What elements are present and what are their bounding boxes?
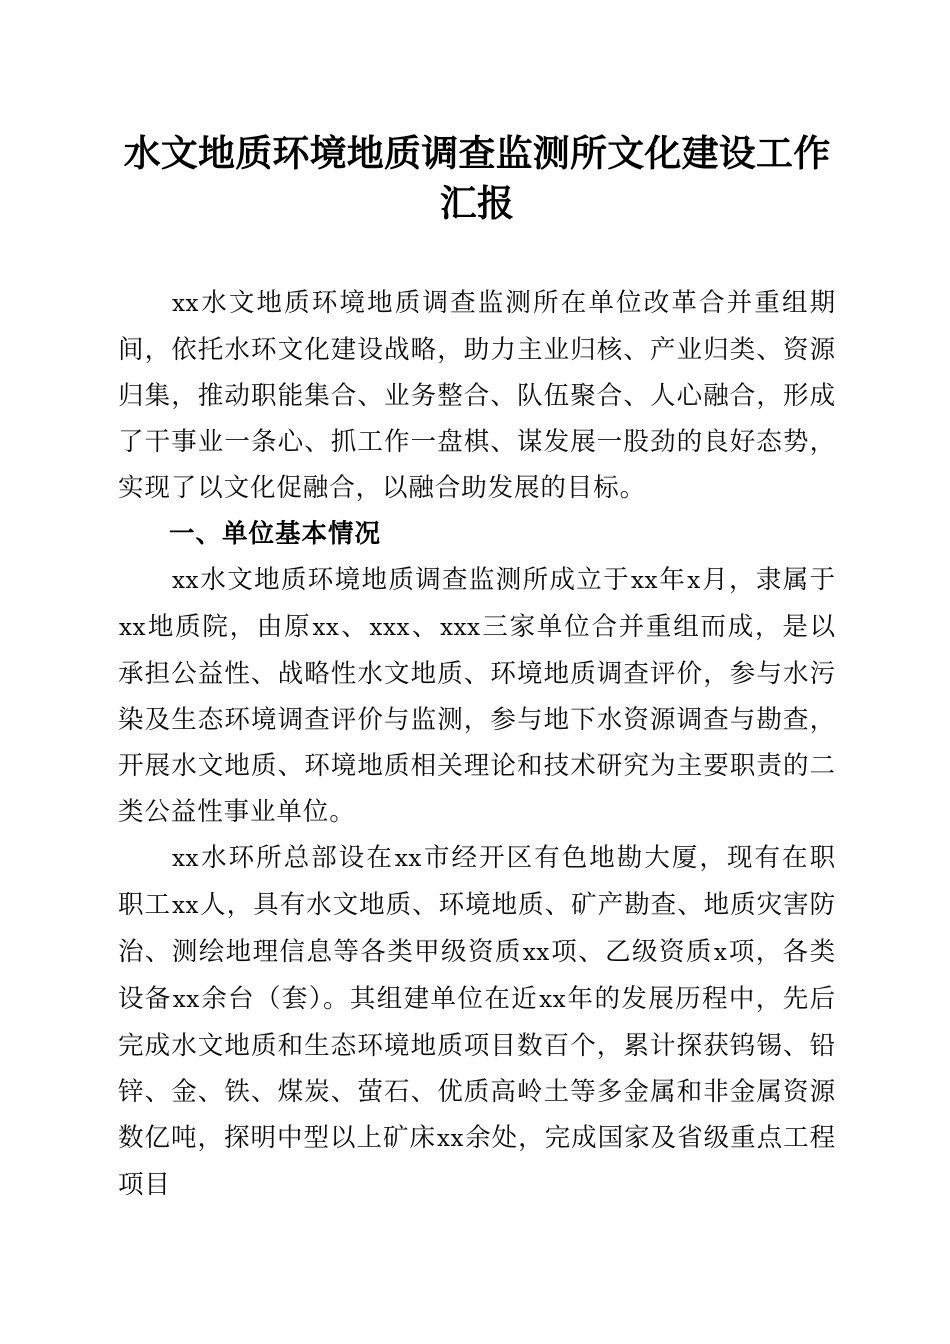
title-body-spacer xyxy=(118,228,836,280)
latin-run: xx xyxy=(437,1126,464,1152)
latin-run: xx xyxy=(172,987,200,1013)
latin-run: x xyxy=(713,940,728,966)
latin-run: xxx xyxy=(369,615,410,641)
latin-run: xx xyxy=(172,893,199,919)
page-title: 水文地质环境地质调查监测所文化建设工作汇报 xyxy=(123,131,831,225)
latin-run: xx xyxy=(312,615,340,641)
latin-run: xx xyxy=(172,568,199,594)
paragraph-unit-resources: xx水环所总部设在xx市经开区有色地勘大厦，现有在职职工xx人，具有水文地质、环境地质、矿产勘查、地质灾害防治、测绘地理信息等各类甲级资质xx项、乙级资质x项，各类设备xx余台（套）。其组建单位在近xx年的发展历程中，先后完成水文地质和生态环境地质项目数百个，累计探获钨锡、铅锌、金、铁、煤炭、萤石、优质高岭土等多金属和非金属资源数亿吨，探明中型以上矿床xx余处，完成国家及省级重点工程项目 xyxy=(118,843,836,1200)
latin-run: x xyxy=(687,568,701,594)
document-content xyxy=(118,0,836,1208)
latin-run: xx xyxy=(394,846,422,872)
latin-run: xx xyxy=(522,940,550,966)
section-heading-unit-overview: 一、单位基本情况 xyxy=(169,519,382,549)
paragraph-unit-establishment: xx水文地质环境地质调查监测所成立于xx年x月，隶属于xx地质院，由原xx、xxx、xxx三家单位合并重组而成，是以承担公益性、战略性水文地质、环境地质调查评价，参与水污染及生态环境调查评价与监测，参与地下水资源调查与勘查，开展水文地质、环境地质相关理论和技术研究为主要职责的二类公益性事业单位。 xyxy=(118,565,836,827)
latin-run: xx xyxy=(172,291,199,317)
latin-run: xx xyxy=(631,568,658,594)
latin-run: xx xyxy=(539,987,567,1013)
latin-run: xx xyxy=(119,615,146,641)
latin-run: xx xyxy=(172,846,199,872)
latin-run: xxx xyxy=(440,615,481,641)
paragraph-intro: xx水文地质环境地质调查监测所在单位改革合并重组期间，依托水环文化建设战略，助力主业归核、产业归类、资源归集，推动职能集合、业务整合、队伍聚合、人心融合，形成了干事业一条心、抓工作一盘棋、谋发展一股劲的良好态势，实现了以文化促融合，以融合助发展的目标。 xyxy=(118,288,836,503)
